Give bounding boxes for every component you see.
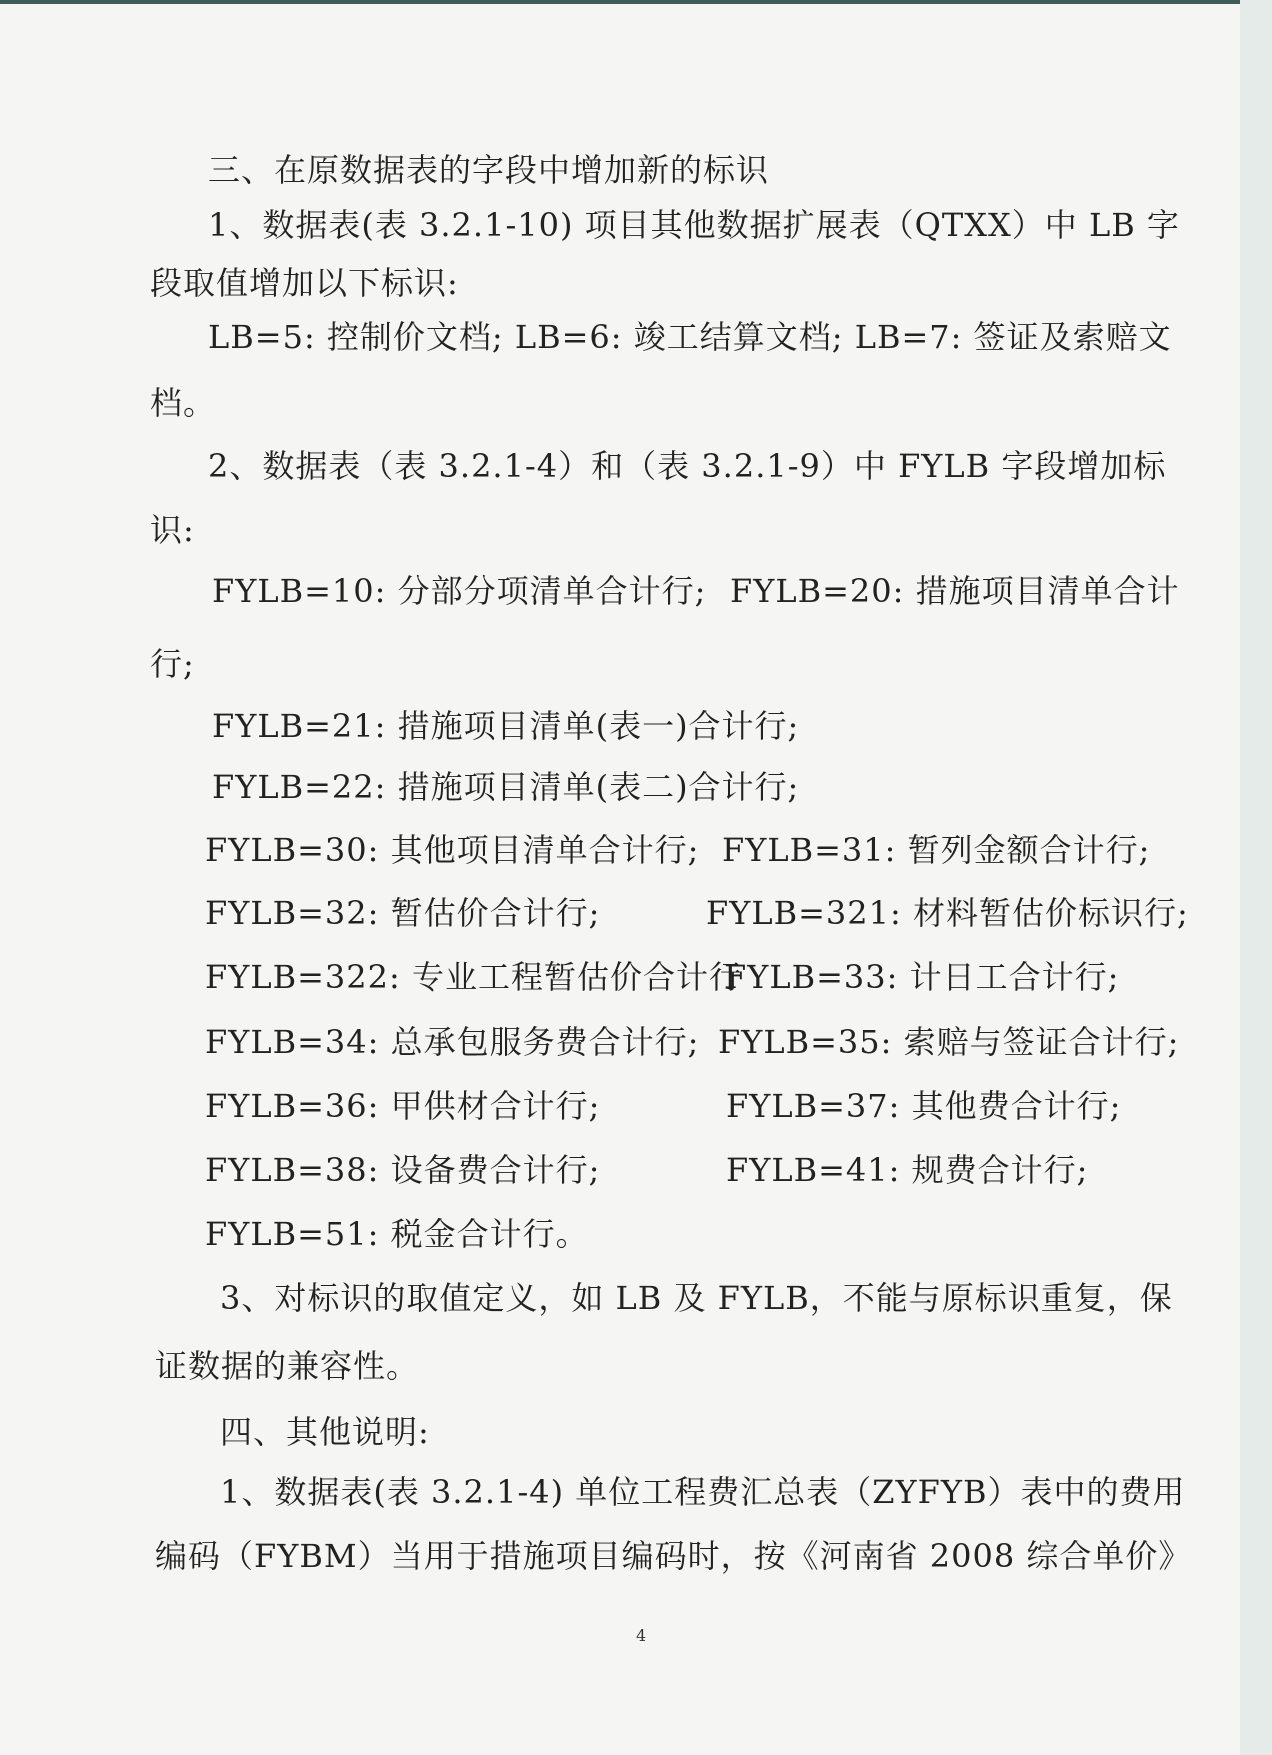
code-item: FYLB=20: 措施项目清单合计 bbox=[730, 572, 1180, 610]
code-item: FYLB=41: 规费合计行; bbox=[726, 1151, 1089, 1189]
scan-top-edge bbox=[0, 0, 1240, 4]
code-item: FYLB=51: 税金合计行。 bbox=[205, 1215, 589, 1253]
paragraph-line: 1、数据表(表 3.2.1-10) 项目其他数据扩展表（QTXX）中 LB 字 bbox=[208, 206, 1180, 244]
code-item: FYLB=36: 甲供材合计行; bbox=[205, 1087, 601, 1125]
code-item: FYLB=35: 索赔与签证合计行; bbox=[718, 1023, 1180, 1061]
code-item: FYLB=322: 专业工程暂估价合计行 bbox=[205, 958, 742, 996]
code-item: FYLB=37: 其他费合计行; bbox=[726, 1087, 1122, 1125]
paragraph-line: LB=5: 控制价文档; LB=6: 竣工结算文档; LB=7: 签证及索赔文 bbox=[208, 318, 1172, 356]
paragraph-line: 证数据的兼容性。 bbox=[155, 1347, 420, 1385]
code-item: FYLB=21: 措施项目清单(表一)合计行; bbox=[212, 707, 800, 745]
code-item: FYLB=10: 分部分项清单合计行; bbox=[212, 572, 707, 610]
section-heading-3: 三、在原数据表的字段中增加新的标识 bbox=[208, 151, 770, 189]
code-item: FYLB=30: 其他项目清单合计行; bbox=[205, 831, 700, 869]
code-item: FYLB=31: 暂列金额合计行; bbox=[722, 831, 1151, 869]
code-item: FYLB=33: 计日工合计行; bbox=[724, 958, 1120, 996]
paragraph-line: 1、数据表(表 3.2.1-4) 单位工程费汇总表（ZYFYB）表中的费用 bbox=[220, 1473, 1186, 1511]
paragraph-line: 行; bbox=[150, 645, 195, 683]
code-item: FYLB=32: 暂估价合计行; bbox=[205, 894, 601, 932]
paragraph-line: 编码（FYBM）当用于措施项目编码时，按《河南省 2008 综合单价》 bbox=[155, 1537, 1192, 1575]
code-item: FYLB=38: 设备费合计行; bbox=[205, 1151, 601, 1189]
page-number: 4 bbox=[636, 1626, 647, 1645]
code-item: FYLB=22: 措施项目清单(表二)合计行; bbox=[212, 768, 800, 806]
paragraph-line: 段取值增加以下标识: bbox=[150, 264, 459, 302]
section-heading-4: 四、其他说明: bbox=[220, 1413, 430, 1451]
paragraph-line: 档。 bbox=[150, 384, 217, 422]
paragraph-line: 识: bbox=[150, 511, 195, 549]
paragraph-line: 2、数据表（表 3.2.1-4）和（表 3.2.1-9）中 FYLB 字段增加标 bbox=[208, 447, 1167, 485]
scan-right-edge bbox=[1240, 0, 1272, 1755]
code-item: FYLB=34: 总承包服务费合计行; bbox=[205, 1023, 700, 1061]
paragraph-line: 3、对标识的取值定义，如 LB 及 FYLB，不能与原标识重复，保 bbox=[220, 1279, 1173, 1317]
code-item: FYLB=321: 材料暂估价标识行; bbox=[706, 894, 1189, 932]
